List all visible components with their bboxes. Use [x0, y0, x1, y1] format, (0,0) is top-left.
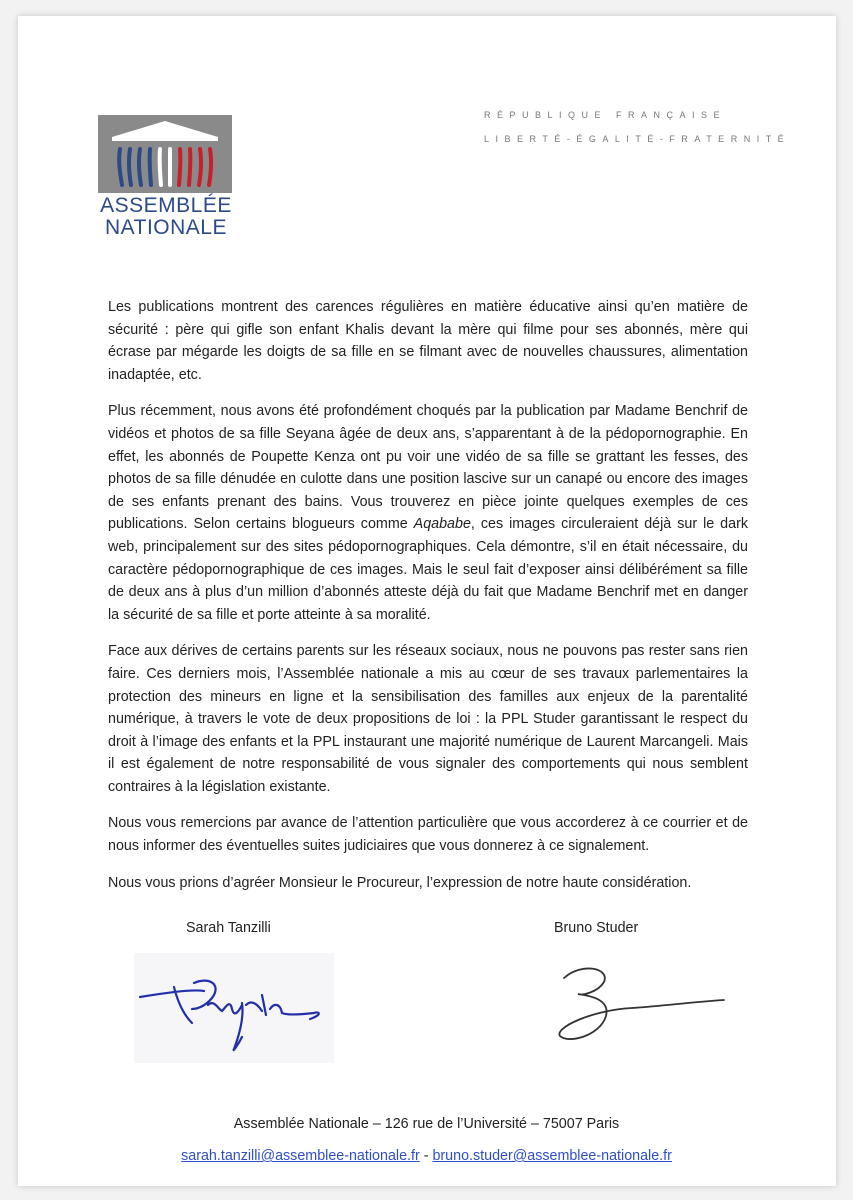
- paragraph-2: [108, 400, 748, 626]
- paragraph-3: Face aux dérives de certains parents sur les réseaux sociaux, nous ne pouvons pas rester sans rien faire. Ces derniers mois, l’Assemblée nationale a mis au cœur de ses travaux parlementaires la protection des mineurs en ligne et la sensibilisation des familles aux enjeux de la parentalité numérique, à travers le vote de deux propositions de loi : la PPL Studer garantissant le respect du droit à l’image des enfants et la PPL instaurant une majorité numérique de Laurent Marcangeli. Mais il est également de notre responsabilité de vous signaler des comportements qui nous semblent contraires à la législation existante.: [108, 643, 748, 795]
- republique-francaise: RÉPUBLIQUE FRANÇAISE: [484, 110, 727, 120]
- footer-address: Assemblée Nationale – 126 rue de l’Université – 75007 Paris: [233, 1116, 620, 1132]
- signature-studer: [552, 960, 732, 1050]
- paragraph-1: Les publications montrent des carences régulières en matière éducative ainsi qu’en matière de sécurité : père qui gifle son enfant Khalis devant la mère qui filme pour ses abonnés, mère qui écrase par mégarde les doigts de sa fille en se filmant avec de nouvelles chaussures, alimentation inadaptée, etc.: [108, 299, 748, 383]
- paragraph-2-part-b: , ces images circuleraient déjà sur le dark web, principalement sur des sites pédopornographiques. Cela démontre, s’il en était nécessaire, du caractère pédopornographique de ces images. Mais le seul fait d’exposer ainsi délibérément sa fille de deux ans à plus d’un million d’abonnés atteste déjà du fait que Madame Benchrif met en danger la sécurité de sa fille et porte atteinte à sa moralité.: [108, 516, 748, 623]
- logo-wordmark: [98, 195, 234, 239]
- hemicycle-emblem: [98, 115, 232, 193]
- paragraph-4: Nous vous remercions par avance de l’attention particulière que vous accorderez à ce courrier et de nous informer des éventuelles suites judiciaires que vous donnerez à ce signalement.: [108, 815, 748, 855]
- email-link-tanzilli[interactable]: sarah.tanzilli@assemblee-nationale.fr: [181, 1148, 420, 1164]
- devise: LIBERTÉ-ÉGALITÉ-FRATERNITÉ: [484, 134, 791, 144]
- letter-body: [108, 296, 748, 908]
- republic-header: [484, 108, 824, 156]
- blogger-name: Aqababe: [413, 516, 471, 533]
- logo-line-2: NATIONALE: [105, 216, 227, 239]
- hemicycle-icon: [98, 115, 232, 193]
- signatory-1-name: Sarah Tanzilli: [186, 920, 271, 936]
- footer-emails: [0, 1148, 853, 1164]
- email-separator: -: [419, 1148, 433, 1164]
- paragraph-2-part-a: Plus récemment, nous avons été profondément choqués par la publication par Madame Benchrif de vidéos et photos de sa fille Seyana âgée de deux ans, s’apparentant à de la pédopornographie. En effet, les abonnés de Poupette Kenza ont pu voir une vidéo de sa fille se grattant les fesses, des photos de sa fille dénudée en culotte dans une position lascive sur un canapé ou encore des images de ses enfants prenant des bains. Vous trouverez en pièce jointe quelques exemples de ces publications. Selon certains blogueurs comme: [108, 403, 748, 533]
- logo-line-1: ASSEMBLÉE: [100, 194, 232, 217]
- email-link-studer[interactable]: bruno.studer@assemblee-nationale.fr: [432, 1148, 672, 1164]
- signature-tanzilli: [134, 953, 334, 1063]
- assemblee-nationale-logo: [98, 115, 234, 240]
- signatory-2-name: Bruno Studer: [554, 920, 639, 936]
- paragraph-5: Nous vous prions d’agréer Monsieur le Procureur, l’expression de notre haute considération.: [108, 874, 692, 891]
